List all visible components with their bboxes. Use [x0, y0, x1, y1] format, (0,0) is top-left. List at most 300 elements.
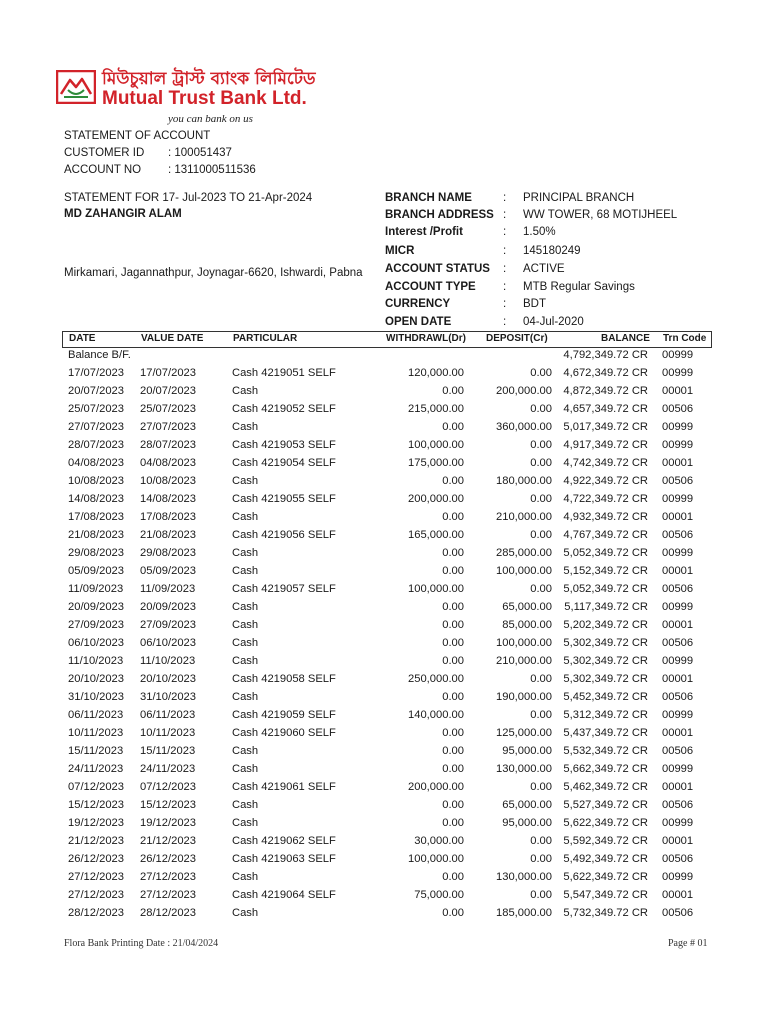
cell-particular: Cash [232, 547, 259, 559]
col-deposit-header: DEPOSIT(Cr) [486, 333, 548, 344]
cell-particular: Cash 4219061 SELF [232, 781, 336, 793]
cell-deposit: 0.00 [530, 583, 552, 595]
cell-date: 20/10/2023 [68, 673, 124, 685]
cell-particular: Cash 4219058 SELF [232, 673, 336, 685]
cell-value-date: 07/12/2023 [140, 781, 196, 793]
cell-value-date: 06/10/2023 [140, 637, 196, 649]
cell-particular: Cash [232, 871, 259, 883]
cell-withdrawal: 140,000.00 [408, 709, 464, 721]
cell-date: 06/10/2023 [68, 637, 124, 649]
cell-balance: 4,657,349.72 CR [563, 403, 648, 415]
cell-trn-code: 00506 [662, 799, 694, 811]
cell-withdrawal: 0.00 [442, 421, 464, 433]
cell-balance: 5,017,349.72 CR [563, 421, 648, 433]
cell-trn-code: 00001 [662, 511, 694, 523]
cell-trn-code: 00999 [662, 601, 694, 613]
cell-trn-code: 00999 [662, 871, 694, 883]
cell-date: 15/11/2023 [68, 745, 124, 757]
cell-value-date: 10/08/2023 [140, 475, 196, 487]
cell-value-date: 24/11/2023 [140, 763, 196, 775]
cell-balance: 5,302,349.72 CR [563, 637, 648, 649]
cell-date: 20/07/2023 [68, 385, 124, 397]
cell-trn-code: 00506 [662, 403, 694, 415]
cell-trn-code: 00506 [662, 691, 694, 703]
cell-deposit: 180,000.00 [496, 475, 552, 487]
cell-withdrawal: 0.00 [442, 547, 464, 559]
table-row [62, 689, 710, 707]
cell-particular: Cash [232, 817, 259, 829]
cell-balance: 4,932,349.72 CR [563, 511, 648, 523]
cell-withdrawal: 0.00 [442, 511, 464, 523]
info-separator: : [503, 245, 507, 257]
cell-balance: 4,742,349.72 CR [563, 457, 648, 469]
cell-deposit: 95,000.00 [502, 817, 552, 829]
info-separator: : [503, 226, 507, 238]
table-row [62, 527, 710, 545]
cell-value-date: 14/08/2023 [140, 493, 196, 505]
cell-withdrawal: 0.00 [442, 871, 464, 883]
cell-deposit: 0.00 [530, 439, 552, 451]
cell-particular: Cash [232, 637, 259, 649]
cell-balance: 5,547,349.72 CR [563, 889, 648, 901]
cell-deposit: 0.00 [530, 889, 552, 901]
cell-deposit: 0.00 [530, 367, 552, 379]
cell-deposit: 200,000.00 [496, 385, 552, 397]
cell-particular: Cash 4219062 SELF [232, 835, 336, 847]
table-row [62, 725, 710, 743]
cell-particular: Cash 4219056 SELF [232, 529, 336, 541]
cell-withdrawal: 0.00 [442, 745, 464, 757]
table-row [62, 365, 710, 383]
cell-trn-code: 00001 [662, 619, 694, 631]
cell-date: 27/07/2023 [68, 421, 124, 433]
bank-tagline: you can bank on us [168, 113, 253, 125]
table-row [62, 905, 710, 923]
cell-trn-code: 00999 [662, 367, 694, 379]
cell-date: 27/12/2023 [68, 889, 124, 901]
cell-particular: Cash 4219053 SELF [232, 439, 336, 451]
cell-particular: Cash 4219060 SELF [232, 727, 336, 739]
cell-withdrawal: 175,000.00 [408, 457, 464, 469]
table-row [62, 401, 710, 419]
transactions-table-header [62, 331, 712, 348]
cell-value-date: 27/12/2023 [140, 871, 196, 883]
cell-date: 25/07/2023 [68, 403, 124, 415]
cell-balance: 4,792,349.72 CR [563, 349, 648, 361]
cell-date: 14/08/2023 [68, 493, 124, 505]
cell-particular: Cash [232, 619, 259, 631]
info-separator: : [503, 298, 507, 310]
table-row [62, 437, 710, 455]
cell-value-date: 20/07/2023 [140, 385, 196, 397]
cell-particular: Cash [232, 565, 259, 577]
cell-particular: Cash 4219055 SELF [232, 493, 336, 505]
table-row [62, 797, 710, 815]
cell-withdrawal: 250,000.00 [408, 673, 464, 685]
cell-trn-code: 00506 [662, 475, 694, 487]
cell-balance: 4,922,349.72 CR [563, 475, 648, 487]
cell-particular: Cash [232, 691, 259, 703]
info-separator: : [503, 209, 507, 221]
cell-balance: 5,732,349.72 CR [563, 907, 648, 919]
cell-balance: 5,052,349.72 CR [563, 547, 648, 559]
info-value: 145180249 [523, 245, 581, 257]
cell-balance: 5,462,349.72 CR [563, 781, 648, 793]
table-row [62, 581, 710, 599]
cell-date: Balance B/F. [68, 349, 131, 361]
cell-balance: 5,662,349.72 CR [563, 763, 648, 775]
cell-value-date: 15/12/2023 [140, 799, 196, 811]
cell-value-date: 26/12/2023 [140, 853, 196, 865]
cell-deposit: 65,000.00 [502, 601, 552, 613]
col-balance-header: BALANCE [601, 333, 650, 344]
table-row [62, 743, 710, 761]
table-row [62, 473, 710, 491]
table-row [62, 761, 710, 779]
info-separator: : [503, 316, 507, 328]
cell-date: 07/12/2023 [68, 781, 124, 793]
cell-trn-code: 00001 [662, 385, 694, 397]
info-label: OPEN DATE [385, 316, 452, 328]
cell-value-date: 05/09/2023 [140, 565, 196, 577]
cell-trn-code: 00999 [662, 493, 694, 505]
account-holder-address: Mirkamari, Jagannathpur, Joynagar-6620, Ishwardi, Pabna [64, 267, 363, 279]
cell-withdrawal: 0.00 [442, 619, 464, 631]
cell-deposit: 185,000.00 [496, 907, 552, 919]
cell-balance: 4,767,349.72 CR [563, 529, 648, 541]
cell-particular: Cash 4219057 SELF [232, 583, 336, 595]
table-row [62, 869, 710, 887]
cell-balance: 5,052,349.72 CR [563, 583, 648, 595]
printing-date: Flora Bank Printing Date : 21/04/2024 [64, 938, 219, 949]
cell-withdrawal: 0.00 [442, 799, 464, 811]
cell-date: 10/11/2023 [68, 727, 124, 739]
cell-date: 29/08/2023 [68, 547, 124, 559]
cell-value-date: 21/08/2023 [140, 529, 196, 541]
cell-value-date: 28/07/2023 [140, 439, 196, 451]
cell-withdrawal: 0.00 [442, 475, 464, 487]
info-value: 04-Jul-2020 [523, 316, 584, 328]
cell-particular: Cash [232, 799, 259, 811]
cell-trn-code: 00999 [662, 709, 694, 721]
bank-name-english: Mutual Trust Bank Ltd. [102, 88, 307, 109]
cell-withdrawal: 0.00 [442, 601, 464, 613]
cell-withdrawal: 0.00 [442, 637, 464, 649]
cell-trn-code: 00999 [662, 349, 694, 361]
cell-deposit: 100,000.00 [496, 637, 552, 649]
cell-balance: 4,917,349.72 CR [563, 439, 648, 451]
cell-date: 21/08/2023 [68, 529, 124, 541]
cell-withdrawal: 0.00 [442, 817, 464, 829]
cell-withdrawal: 0.00 [442, 385, 464, 397]
cell-value-date: 27/09/2023 [140, 619, 196, 631]
cell-value-date: 27/07/2023 [140, 421, 196, 433]
cell-balance: 5,437,349.72 CR [563, 727, 648, 739]
cell-particular: Cash 4219059 SELF [232, 709, 336, 721]
cell-trn-code: 00001 [662, 781, 694, 793]
cell-trn-code: 00999 [662, 655, 694, 667]
table-row [62, 815, 710, 833]
cell-particular: Cash [232, 511, 259, 523]
table-row [62, 491, 710, 509]
col-trn-code-header: Trn Code [663, 333, 707, 344]
cell-particular: Cash [232, 655, 259, 667]
cell-trn-code: 00001 [662, 457, 694, 469]
cell-trn-code: 00999 [662, 421, 694, 433]
cell-balance: 5,302,349.72 CR [563, 673, 648, 685]
cell-trn-code: 00001 [662, 727, 694, 739]
cell-date: 31/10/2023 [68, 691, 124, 703]
cell-value-date: 28/12/2023 [140, 907, 196, 919]
table-row [62, 887, 710, 905]
cell-withdrawal: 75,000.00 [414, 889, 464, 901]
account-no-value: : 1311000511536 [168, 164, 256, 176]
cell-deposit: 130,000.00 [496, 763, 552, 775]
cell-value-date: 06/11/2023 [140, 709, 196, 721]
cell-date: 19/12/2023 [68, 817, 124, 829]
cell-deposit: 0.00 [530, 529, 552, 541]
cell-deposit: 360,000.00 [496, 421, 552, 433]
bank-logo [56, 66, 316, 126]
transactions-table-body [62, 347, 710, 923]
cell-value-date: 11/10/2023 [140, 655, 196, 667]
cell-balance: 4,722,349.72 CR [563, 493, 648, 505]
cell-particular: Cash 4219051 SELF [232, 367, 336, 379]
cell-balance: 5,152,349.72 CR [563, 565, 648, 577]
cell-withdrawal: 0.00 [442, 691, 464, 703]
info-value: BDT [523, 298, 546, 310]
cell-balance: 5,527,349.72 CR [563, 799, 648, 811]
cell-deposit: 130,000.00 [496, 871, 552, 883]
cell-trn-code: 00999 [662, 439, 694, 451]
col-value-date-header: VALUE DATE [141, 333, 204, 344]
bank-name-bengali: মিউচুয়াল ট্রাস্ট ব্যাংক লিমিটেড [102, 69, 316, 89]
statement-title: STATEMENT OF ACCOUNT [64, 130, 211, 142]
cell-withdrawal: 215,000.00 [408, 403, 464, 415]
cell-date: 28/07/2023 [68, 439, 124, 451]
cell-value-date: 10/11/2023 [140, 727, 196, 739]
cell-withdrawal: 100,000.00 [408, 853, 464, 865]
cell-value-date: 27/12/2023 [140, 889, 196, 901]
cell-withdrawal: 0.00 [442, 907, 464, 919]
cell-value-date: 31/10/2023 [140, 691, 196, 703]
info-separator: : [503, 281, 507, 293]
cell-date: 17/08/2023 [68, 511, 124, 523]
cell-date: 24/11/2023 [68, 763, 124, 775]
cell-balance: 5,532,349.72 CR [563, 745, 648, 757]
table-row [62, 599, 710, 617]
cell-withdrawal: 0.00 [442, 763, 464, 775]
cell-particular: Cash 4219064 SELF [232, 889, 336, 901]
cell-balance: 4,872,349.72 CR [563, 385, 648, 397]
customer-id-label: CUSTOMER ID [64, 147, 145, 159]
info-value: PRINCIPAL BRANCH [523, 192, 635, 204]
account-holder-name: MD ZAHANGIR ALAM [64, 208, 182, 220]
cell-particular: Cash [232, 421, 259, 433]
cell-withdrawal: 0.00 [442, 655, 464, 667]
cell-deposit: 210,000.00 [496, 655, 552, 667]
info-separator: : [503, 192, 507, 204]
cell-withdrawal: 200,000.00 [408, 493, 464, 505]
table-row [62, 563, 710, 581]
table-row [62, 635, 710, 653]
cell-balance: 5,622,349.72 CR [563, 871, 648, 883]
cell-value-date: 19/12/2023 [140, 817, 196, 829]
cell-trn-code: 00506 [662, 637, 694, 649]
cell-particular: Cash 4219063 SELF [232, 853, 336, 865]
table-row [62, 671, 710, 689]
cell-value-date: 17/08/2023 [140, 511, 196, 523]
cell-withdrawal: 120,000.00 [408, 367, 464, 379]
cell-balance: 5,452,349.72 CR [563, 691, 648, 703]
table-row [62, 851, 710, 869]
cell-deposit: 285,000.00 [496, 547, 552, 559]
cell-balance: 5,622,349.72 CR [563, 817, 648, 829]
cell-deposit: 0.00 [530, 781, 552, 793]
cell-trn-code: 00001 [662, 565, 694, 577]
cell-particular: Cash [232, 745, 259, 757]
cell-date: 11/09/2023 [68, 583, 124, 595]
cell-balance: 5,492,349.72 CR [563, 853, 648, 865]
cell-date: 10/08/2023 [68, 475, 124, 487]
cell-date: 15/12/2023 [68, 799, 124, 811]
info-label: BRANCH NAME [385, 192, 472, 204]
cell-trn-code: 00001 [662, 673, 694, 685]
cell-date: 28/12/2023 [68, 907, 124, 919]
info-label: Interest /Profit [385, 226, 463, 238]
cell-date: 05/09/2023 [68, 565, 124, 577]
cell-trn-code: 00506 [662, 529, 694, 541]
cell-withdrawal: 200,000.00 [408, 781, 464, 793]
statement-period: STATEMENT FOR 17- Jul-2023 TO 21-Apr-2024 [64, 192, 313, 204]
cell-deposit: 85,000.00 [502, 619, 552, 631]
table-row [62, 419, 710, 437]
cell-particular: Cash 4219052 SELF [232, 403, 336, 415]
cell-deposit: 0.00 [530, 835, 552, 847]
col-particular-header: PARTICULAR [233, 333, 298, 344]
customer-id-value: : 100051437 [168, 147, 232, 159]
table-row [62, 509, 710, 527]
cell-particular: Cash 4219054 SELF [232, 457, 336, 469]
cell-trn-code: 00999 [662, 817, 694, 829]
table-row [62, 455, 710, 473]
bank-emblem-icon [56, 70, 96, 104]
cell-value-date: 21/12/2023 [140, 835, 196, 847]
cell-trn-code: 00506 [662, 907, 694, 919]
table-row [62, 617, 710, 635]
cell-withdrawal: 0.00 [442, 565, 464, 577]
cell-value-date: 20/09/2023 [140, 601, 196, 613]
cell-trn-code: 00999 [662, 763, 694, 775]
cell-value-date: 25/07/2023 [140, 403, 196, 415]
table-row [62, 347, 710, 365]
cell-deposit: 0.00 [530, 403, 552, 415]
table-row [62, 383, 710, 401]
cell-deposit: 0.00 [530, 673, 552, 685]
info-label: MICR [385, 245, 415, 257]
cell-balance: 5,117,349.72 CR [564, 601, 648, 613]
cell-balance: 5,312,349.72 CR [563, 709, 648, 721]
info-value: WW TOWER, 68 MOTIJHEEL [523, 209, 678, 221]
cell-balance: 4,672,349.72 CR [563, 367, 648, 379]
cell-value-date: 15/11/2023 [140, 745, 196, 757]
cell-value-date: 11/09/2023 [140, 583, 196, 595]
cell-trn-code: 00999 [662, 547, 694, 559]
cell-deposit: 125,000.00 [496, 727, 552, 739]
cell-date: 20/09/2023 [68, 601, 124, 613]
cell-withdrawal: 100,000.00 [408, 583, 464, 595]
cell-date: 21/12/2023 [68, 835, 124, 847]
cell-deposit: 65,000.00 [502, 799, 552, 811]
cell-balance: 5,302,349.72 CR [563, 655, 648, 667]
cell-deposit: 100,000.00 [496, 565, 552, 577]
cell-trn-code: 00506 [662, 853, 694, 865]
cell-deposit: 210,000.00 [496, 511, 552, 523]
cell-value-date: 17/07/2023 [140, 367, 196, 379]
cell-particular: Cash [232, 385, 259, 397]
cell-value-date: 20/10/2023 [140, 673, 196, 685]
info-value: ACTIVE [523, 263, 565, 275]
cell-deposit: 0.00 [530, 493, 552, 505]
cell-date: 27/12/2023 [68, 871, 124, 883]
info-separator: : [503, 263, 507, 275]
info-label: BRANCH ADDRESS [385, 209, 494, 221]
cell-trn-code: 00506 [662, 583, 694, 595]
cell-balance: 5,592,349.72 CR [563, 835, 648, 847]
table-row [62, 779, 710, 797]
table-row [62, 833, 710, 851]
cell-withdrawal: 0.00 [442, 727, 464, 739]
cell-withdrawal: 30,000.00 [414, 835, 464, 847]
cell-date: 17/07/2023 [68, 367, 124, 379]
cell-date: 06/11/2023 [68, 709, 124, 721]
cell-value-date: 29/08/2023 [140, 547, 196, 559]
cell-deposit: 190,000.00 [496, 691, 552, 703]
cell-balance: 5,202,349.72 CR [563, 619, 648, 631]
info-value: 1.50% [523, 226, 556, 238]
info-label: CURRENCY [385, 298, 451, 310]
table-row [62, 707, 710, 725]
col-withdrawal-header: WITHDRAWL(Dr) [386, 333, 466, 344]
cell-value-date: 04/08/2023 [140, 457, 196, 469]
cell-particular: Cash [232, 907, 259, 919]
account-no-label: ACCOUNT NO [64, 164, 142, 176]
col-date-header: DATE [69, 333, 96, 344]
cell-withdrawal: 100,000.00 [408, 439, 464, 451]
cell-deposit: 0.00 [530, 709, 552, 721]
cell-withdrawal: 165,000.00 [408, 529, 464, 541]
cell-particular: Cash [232, 601, 259, 613]
cell-particular: Cash [232, 475, 259, 487]
cell-trn-code: 00506 [662, 745, 694, 757]
cell-deposit: 0.00 [530, 853, 552, 865]
table-row [62, 545, 710, 563]
cell-trn-code: 00001 [662, 835, 694, 847]
cell-deposit: 0.00 [530, 457, 552, 469]
info-value: MTB Regular Savings [523, 281, 635, 293]
cell-date: 04/08/2023 [68, 457, 124, 469]
cell-date: 26/12/2023 [68, 853, 124, 865]
cell-deposit: 95,000.00 [502, 745, 552, 757]
page-number: Page # 01 [668, 938, 708, 949]
table-row [62, 653, 710, 671]
cell-particular: Cash [232, 763, 259, 775]
cell-date: 11/10/2023 [68, 655, 124, 667]
info-label: ACCOUNT STATUS [385, 263, 490, 275]
cell-date: 27/09/2023 [68, 619, 124, 631]
cell-trn-code: 00001 [662, 889, 694, 901]
info-label: ACCOUNT TYPE [385, 281, 476, 293]
